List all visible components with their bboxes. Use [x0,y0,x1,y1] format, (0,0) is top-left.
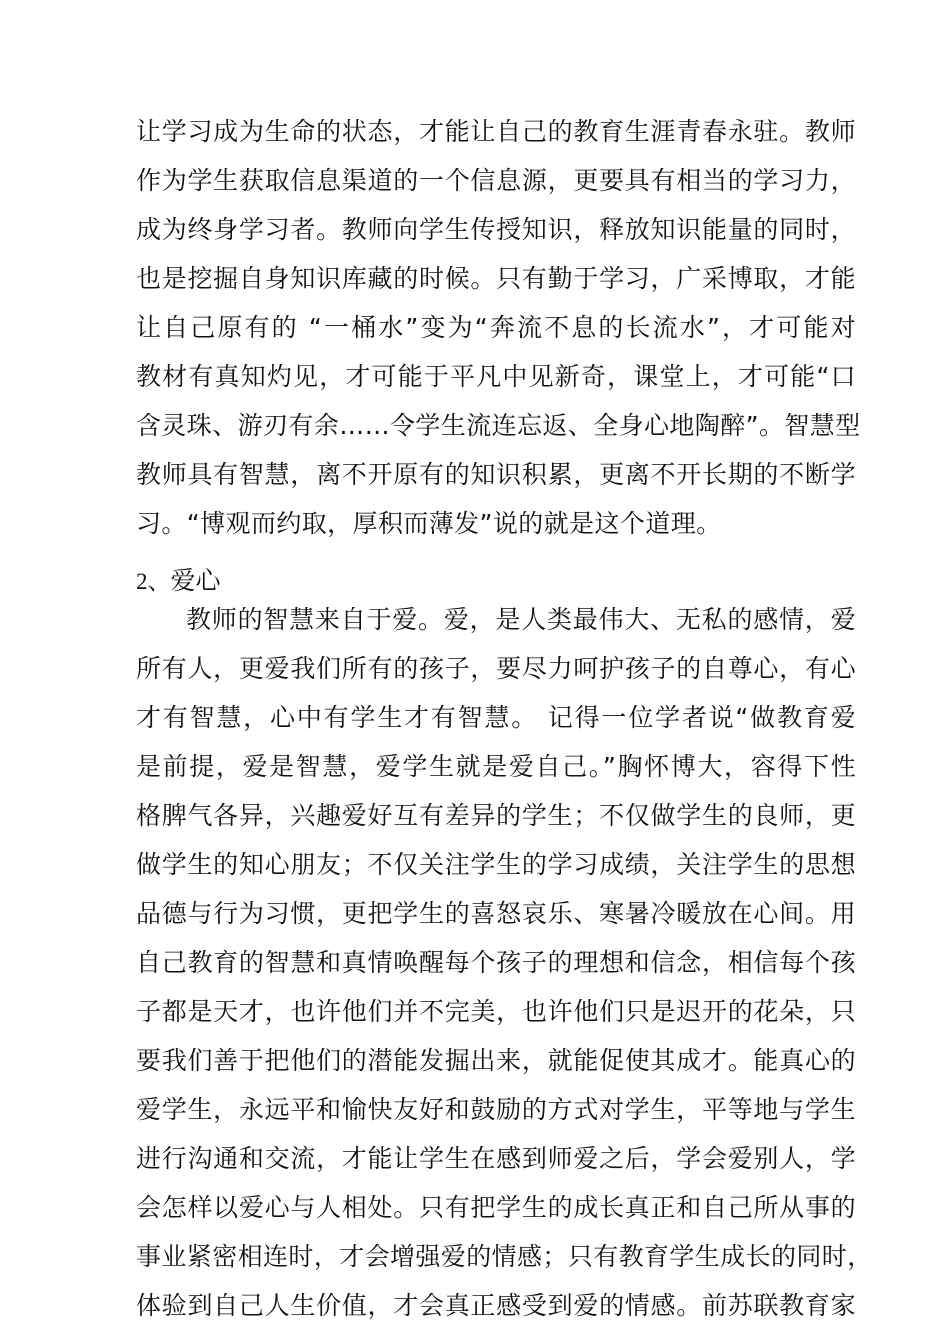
text-line: 格脾气各异，兴趣爱好互有差异的学生；不仅做学生的良师，更 [136,801,856,830]
text-line: 爱学生，永远平和愉快友好和鼓励的方式对学生，平等地与学生 [136,1095,856,1124]
text-line: 教材有真知灼见，才可能于平凡中见新奇，课堂上，才可能“口 [136,362,856,391]
text-line: 也是挖掘自身知识库藏的时候。只有勤于学习，广采博取，才能 [136,264,856,293]
text-line: 作为学生获取信息渠道的一个信息源，更要具有相当的学习力， [136,166,856,195]
text-line: 所有人，更爱我们所有的孩子，要尽力呵护孩子的自尊心，有心 [136,654,856,683]
text-line: 品德与行为习惯，更把学生的喜怒哀乐、寒暑冷暖放在心间。用 [136,899,856,928]
text-line: 习。“博观而约取，厚积而薄发”说的就是这个道理。 [136,509,722,538]
text-line: 让自己原有的 “一桶水”变为“奔流不息的长流水”，才可能对 [136,313,856,342]
text-line: 进行沟通和交流，才能让学生在感到师爱之后，学会爱别人，学 [136,1144,856,1173]
section-title: 爱心 [170,566,221,595]
text-line: 子都是天才，也许他们并不完美，也许他们只是迟开的花朵，只 [136,997,856,1026]
section-number: 2、 [136,569,171,594]
text-line: 教师的智慧来自于爱。爱，是人类最伟大、无私的感情，爱 [186,605,856,634]
text-line: 让学习成为生命的状态，才能让自己的教育生涯青春永驻。教师 [136,117,856,146]
text-line: 才有智慧，心中有学生才有智慧。 记得一位学者说“做教育爱 [136,703,856,732]
paragraph-love [136,595,873,1330]
text-line: 做学生的知心朋友；不仅关注学生的学习成绩，关注学生的思想 [136,850,856,879]
text-line: 成为终身学习者。教师向学生传授知识，释放知识能量的同时， [136,215,856,244]
text-line: 体验到自己人生价值，才会真正感受到爱的情感。前苏联教育家 [136,1291,856,1320]
text-line: 教师具有智慧，离不开原有的知识积累，更离不开长期的不断学 [136,460,856,489]
text-line: 含灵珠、游刃有余……令学生流连忘返、全身心地陶醉”。智慧型 [136,411,861,440]
text-line: 会怎样以爱心与人相处。只有把学生的成长真正和自己所从事的 [136,1193,856,1222]
text-line: 是前提，爱是智慧，爱学生就是爱自己。”胸怀博大，容得下性 [136,752,856,781]
text-line: 自己教育的智慧和真情唤醒每个孩子的理想和信念，相信每个孩 [136,948,856,977]
text-line: 要我们善于把他们的潜能发掘出来，就能促使其成才。能真心的 [136,1046,856,1075]
paragraph-learning [136,107,861,548]
text-line: 事业紧密相连时，才会增强爱的情感；只有教育学生成长的同时， [136,1242,873,1271]
